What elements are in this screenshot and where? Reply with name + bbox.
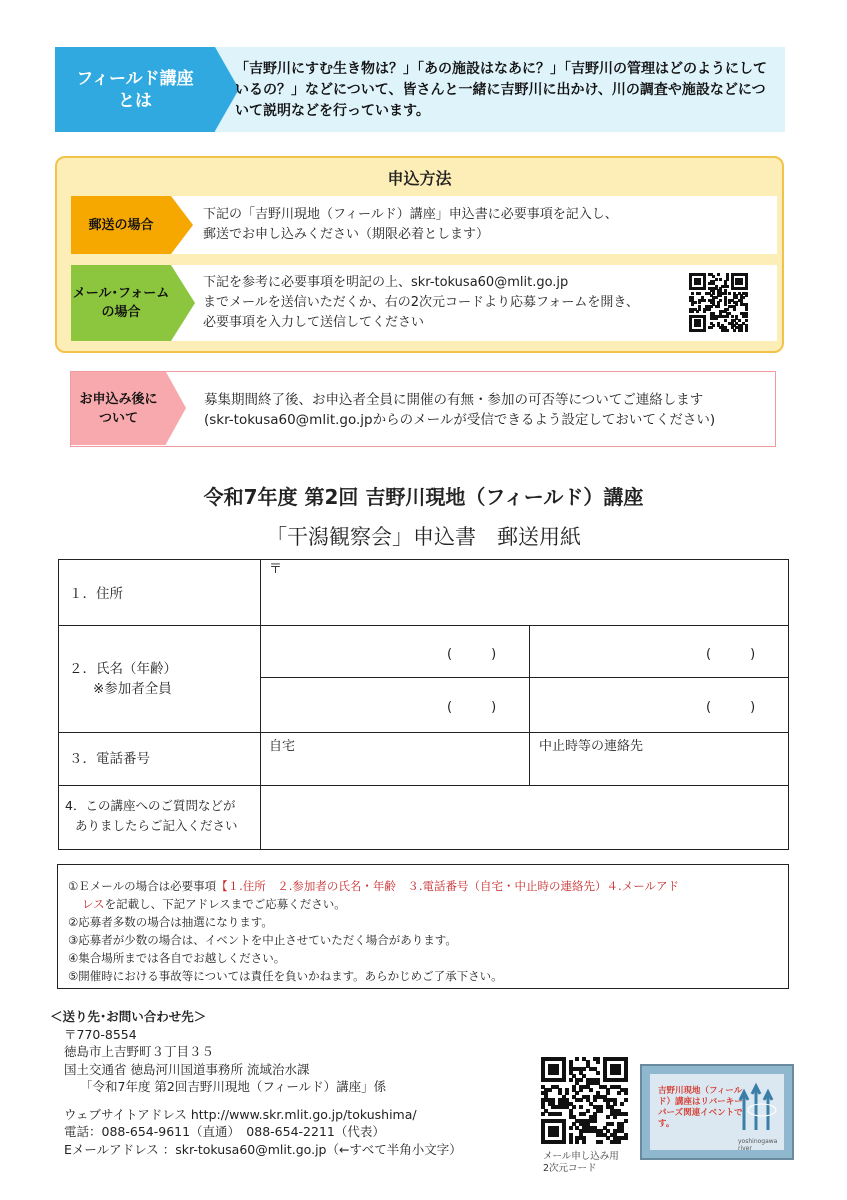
notes-list: [68, 877, 679, 985]
post-tag-label: 郵送の場合: [88, 217, 154, 233]
after-tag-arrow: [166, 372, 186, 444]
intro-tag: [55, 47, 215, 132]
contact-address: 徳島市上吉野町３丁目３５: [64, 1044, 215, 1059]
contact-phone: 電話：088-654-9611（直通） 088-654-2211（代表）: [64, 1124, 385, 1139]
mail-tag-arrow: [171, 265, 195, 341]
postal-mark: 〒: [269, 562, 283, 577]
after-text: [204, 390, 715, 430]
form-subtitle: 「干潟観察会」申込書 郵送用紙: [266, 525, 581, 549]
question-label-line-2: ありましたらご記入ください: [75, 818, 238, 833]
contact-heading: ＜送り先･お問い合わせ先＞: [50, 1009, 207, 1024]
contact-website[interactable]: ウェブサイトアドレス http://www.skr.mlit.go.jp/tokushima/: [64, 1106, 417, 1122]
note-4: ④集合場所までは各自でお越しください。: [68, 951, 286, 965]
after-text-line-2: (skr-tokusa60@mlit.go.jpからのメールが受信できるよう設定しておいてください): [204, 412, 716, 428]
banner-text: 吉野川現地（フィールド）講座はリバーキーパーズ関連イベントです。: [658, 1086, 743, 1129]
note-2: ②応募者多数の場合は抽選になります。: [68, 915, 273, 929]
note-5: ⑤開催時における事故等については責任を負いかねます。あらかじめご了承下さい。: [68, 969, 503, 983]
home-phone-label: 自宅: [269, 739, 296, 754]
note-1-required-2: レス: [82, 897, 105, 911]
age-paren-4: ( ): [706, 700, 756, 715]
post-row: [71, 196, 777, 254]
address-field[interactable]: [261, 574, 788, 624]
field-course-intro: [55, 47, 785, 132]
post-text-line-1: 下記の「吉野川現地（フィールド）講座」申込書に必要事項を記入し、: [203, 207, 618, 222]
note-1-required: 【１.住所 ２.参加者の氏名・年齢 ３.電話番号（自宅・中止時の連絡先）４.メールアド: [216, 879, 679, 893]
contact-email[interactable]: Eメールアドレス ：skr-tokusa60@mlit.go.jp（←すべて半角小文字）: [64, 1141, 462, 1157]
mail-tag-label: メール･フォーム の場合: [72, 286, 170, 320]
mail-tag: [71, 265, 171, 341]
after-tag: [71, 372, 166, 445]
question-label: [65, 796, 238, 836]
mail-text-line-3: 必要事項を入力して送信してください: [203, 315, 425, 330]
post-text: [203, 205, 618, 245]
age-paren-1: ( ): [447, 647, 497, 662]
banner-small-text: yoshinogawa river: [738, 1138, 778, 1152]
contact-postal: 〒770-8554: [64, 1026, 137, 1042]
note-1-suffix: を記載し、下記アドレスまでご応募ください。: [104, 897, 346, 911]
home-phone-field[interactable]: [261, 756, 529, 784]
method-title: 申込方法: [387, 169, 452, 188]
river-keepers-logo-icon: [738, 1080, 780, 1136]
contact-office: 国土交通省 徳島河川国道事務所 流域治水課: [64, 1061, 310, 1077]
name-label: ２．氏名（年齢）: [69, 661, 177, 677]
after-tag-label: お申込み後に ついて: [79, 391, 158, 426]
qr-caption: メール申し込み用 2次元コード: [543, 1151, 619, 1174]
page-title: 令和7年度 第2回 吉野川現地（フィールド）講座: [203, 485, 644, 509]
notes-box: [57, 864, 789, 989]
intro-tag-label: フィールド講座 とは: [76, 68, 194, 111]
note-1-cont: [68, 895, 679, 913]
age-paren-3: ( ): [447, 700, 497, 715]
application-form: [58, 559, 789, 850]
mail-text: [203, 273, 639, 333]
post-tag-arrow: [171, 196, 193, 254]
river-keepers-banner: [640, 1064, 794, 1160]
note-3: ③応募者が少数の場合は、イベントを中止させていただく場合があります。: [68, 933, 457, 947]
contact-info: [50, 1008, 462, 1158]
intro-text: 「吉野川にすむ生き物は？」「あの施設はなあに？」「吉野川の管理はどのようにしているの？」などについて、皆さんと一緒に吉野川に出かけ、川の調査や施設などについて説明などを行っています。: [235, 61, 767, 119]
post-text-line-2: 郵送でお申し込みください（期限必着とします）: [203, 227, 490, 242]
banner-inner: [650, 1074, 784, 1150]
address-label: １．住所: [69, 586, 123, 602]
question-label-line-1: 4．この講座へのご質問などが: [65, 798, 236, 813]
mail-text-line-2: までメールを送信いただくか、右の2次元コードより応募フォームを開き、: [203, 295, 639, 310]
after-application-box: [70, 371, 776, 447]
after-text-line-1: 募集期間終了後、お申込者全員に開催の有無・参加の可否等についてご連絡します: [204, 392, 704, 408]
qr-code-icon[interactable]: [689, 273, 747, 331]
emergency-contact-label: 中止時等の連絡先: [539, 739, 644, 754]
post-tag: [71, 196, 171, 254]
note-1: [68, 877, 679, 895]
phone-label: ３．電話番号: [69, 751, 150, 767]
application-qr-code-icon[interactable]: [541, 1057, 627, 1143]
contact-dept: 「令和7年度 第2回吉野川現地（フィールド）講座」係: [80, 1079, 387, 1094]
emergency-phone-field[interactable]: [530, 756, 788, 784]
application-method-box: [55, 156, 784, 353]
note-1-prefix: ①Ｅメールの場合は必要事項: [68, 879, 217, 893]
question-field[interactable]: [261, 786, 788, 849]
mail-text-line-1: 下記を参考に必要事項を明記の上、skr-tokusa60@mlit.go.jp: [203, 275, 569, 290]
mail-row: [71, 265, 777, 341]
age-paren-2: ( ): [706, 647, 756, 662]
name-note: ※参加者全員: [93, 681, 172, 697]
